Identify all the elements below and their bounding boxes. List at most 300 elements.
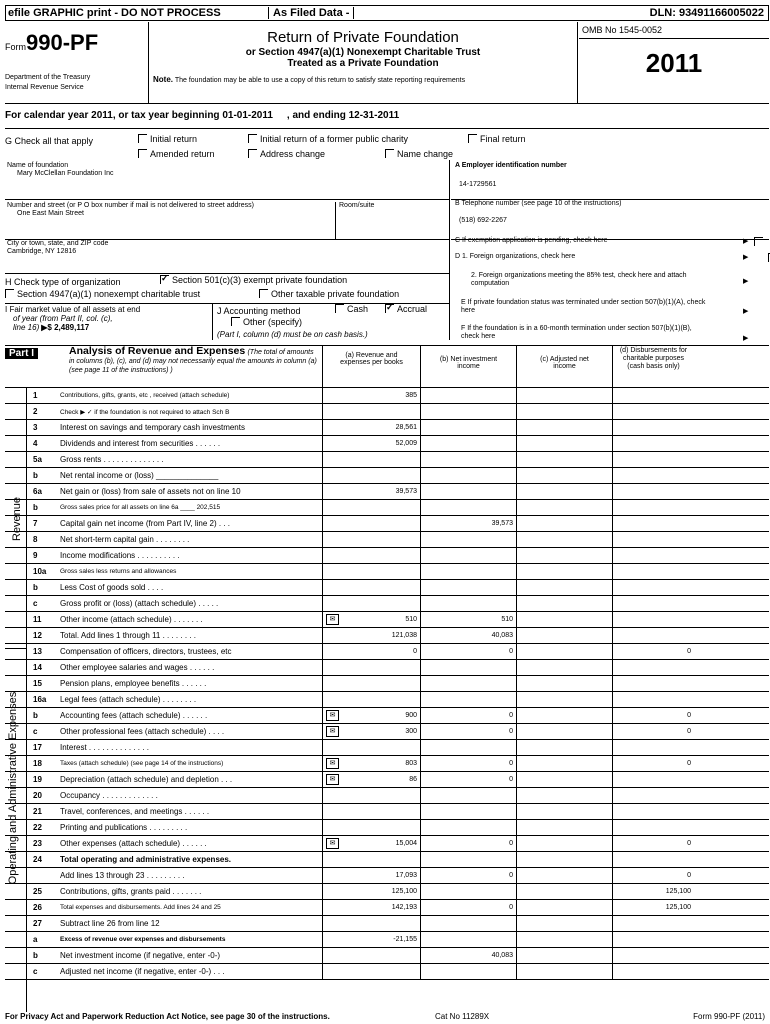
c-arrow-icon: ▶ — [743, 238, 749, 245]
attachment-icon[interactable]: ✉ — [326, 758, 339, 769]
cell-col-c[interactable] — [516, 772, 612, 788]
table-row — [5, 836, 769, 852]
cell-col-c[interactable] — [516, 676, 612, 692]
cash-checkbox[interactable] — [335, 304, 344, 313]
cell-col-b[interactable] — [420, 452, 516, 468]
line-label: Other expenses (attach schedule) . . . . . . — [60, 839, 207, 848]
other-method-checkbox[interactable] — [231, 317, 240, 326]
h-501c3-checkbox[interactable] — [160, 275, 169, 284]
line-number: 2 — [33, 407, 38, 416]
line-number: 27 — [33, 919, 42, 928]
top-bar — [5, 5, 769, 21]
line-label: Add lines 13 through 23 . . . . . . . . . — [60, 871, 185, 880]
cell-col-b[interactable]: 0 — [420, 724, 516, 740]
cell-col-b[interactable]: 0 — [420, 836, 516, 852]
initial-return-checkbox[interactable] — [138, 134, 147, 143]
cat-number: Cat No 11289X — [435, 1012, 490, 1021]
cell-col-a[interactable] — [322, 532, 420, 548]
cell-col-c[interactable] — [516, 788, 612, 804]
cell-col-b[interactable] — [420, 596, 516, 612]
cell-col-a[interactable] — [322, 452, 420, 468]
cell-col-a[interactable] — [322, 404, 420, 420]
phone-value[interactable]: (518) 692-2267 — [459, 217, 507, 224]
cell-col-b[interactable] — [420, 404, 516, 420]
cell-col-c[interactable] — [516, 868, 612, 884]
cell-col-c[interactable] — [516, 660, 612, 676]
line-number: 15 — [33, 679, 42, 688]
cell-col-a[interactable] — [322, 580, 420, 596]
cell-col-d[interactable] — [612, 484, 694, 500]
i-section: I Fair market value of all assets at end of year (from Part II, col. (c), line 16) ▶$ 2,489,117 — [5, 304, 213, 340]
cell-col-c[interactable] — [516, 932, 612, 948]
cell-col-c[interactable] — [516, 916, 612, 932]
line-label: Excess of revenue over expenses and disbursements — [60, 936, 226, 943]
cell-col-d[interactable] — [612, 740, 694, 756]
street-value[interactable]: One East Main Street — [17, 210, 84, 217]
table-row — [5, 724, 769, 740]
cell-col-a[interactable] — [322, 660, 420, 676]
cell-col-d[interactable] — [612, 548, 694, 564]
cell-col-d[interactable] — [612, 532, 694, 548]
table-row — [5, 564, 769, 580]
line-label: Compensation of officers, directors, trustees, etc — [60, 647, 232, 656]
cell-col-b[interactable] — [420, 436, 516, 452]
cell-col-a[interactable]: 121,038 — [322, 628, 420, 644]
line-number: 11 — [33, 615, 42, 624]
line-label: Adjusted net income (if negative, enter -0-) . . . — [60, 967, 225, 976]
cell-col-d[interactable]: 0 — [612, 756, 694, 772]
table-row — [5, 964, 769, 980]
cell-col-c[interactable] — [516, 452, 612, 468]
cell-col-b[interactable]: 40,083 — [420, 628, 516, 644]
line-number: 16a — [33, 695, 47, 704]
line-number: b — [33, 951, 38, 960]
cell-col-a[interactable]: 28,561 — [322, 420, 420, 436]
cell-col-b[interactable] — [420, 916, 516, 932]
cell-col-b[interactable]: 0 — [420, 900, 516, 916]
table-row — [5, 852, 769, 868]
cell-col-b[interactable]: 510 — [420, 612, 516, 628]
line-label: Other employee salaries and wages . . . . . . — [60, 663, 215, 672]
line-number: 7 — [33, 519, 38, 528]
line-number: 20 — [33, 791, 42, 800]
cell-col-c[interactable] — [516, 596, 612, 612]
expenses-side-label: Operating and Administrative Expenses — [7, 691, 19, 885]
cell-col-a[interactable] — [322, 916, 420, 932]
line-number: 22 — [33, 823, 42, 832]
cell-col-c[interactable] — [516, 564, 612, 580]
line-number: 3 — [33, 423, 38, 432]
department: Department of the Treasury Internal Revenue Service — [5, 74, 91, 91]
line-label: Total. Add lines 1 through 11 . . . . . . . . — [60, 631, 196, 640]
cell-col-b[interactable]: 0 — [420, 868, 516, 884]
tax-year: 2011 — [645, 48, 703, 78]
cell-col-d[interactable] — [612, 692, 694, 708]
line-label: Interest on savings and temporary cash investments — [60, 423, 245, 432]
cell-col-c[interactable] — [516, 516, 612, 532]
d1-arrow-icon: ▶ — [743, 254, 749, 261]
cell-col-d[interactable] — [612, 612, 694, 628]
table-row — [5, 388, 769, 404]
line-number: b — [33, 583, 38, 592]
table-row — [5, 500, 769, 516]
cell-col-a[interactable]: 510 — [322, 612, 420, 628]
table-row — [5, 484, 769, 500]
cell-col-a[interactable]: 86 — [322, 772, 420, 788]
line-number: 25 — [33, 887, 42, 896]
foundation-name[interactable]: Mary McClellan Foundation Inc — [17, 170, 114, 177]
form-header — [5, 22, 769, 104]
cell-col-a[interactable] — [322, 804, 420, 820]
cell-col-d[interactable] — [612, 516, 694, 532]
table-row — [5, 756, 769, 772]
cell-col-b[interactable]: 0 — [420, 644, 516, 660]
cell-col-d[interactable]: 125,100 — [612, 900, 694, 916]
line-number: 8 — [33, 535, 38, 544]
table-row — [5, 580, 769, 596]
cell-col-d[interactable] — [612, 564, 694, 580]
calendar-line: For calendar year 2011, or tax year beginning 01-01-2011 , and ending 12-31-2011 — [5, 110, 400, 121]
cell-col-a[interactable]: 803 — [322, 756, 420, 772]
table-row — [5, 420, 769, 436]
cell-col-b[interactable] — [420, 388, 516, 404]
line-number: b — [33, 471, 38, 480]
cell-col-a[interactable] — [322, 500, 420, 516]
cell-col-d[interactable]: 0 — [612, 868, 694, 884]
line-number: a — [33, 935, 38, 944]
cell-col-b[interactable] — [420, 532, 516, 548]
cell-col-c[interactable] — [516, 420, 612, 436]
cell-col-b[interactable] — [420, 884, 516, 900]
cell-col-a[interactable] — [322, 596, 420, 612]
cell-col-a[interactable]: 142,193 — [322, 900, 420, 916]
cell-col-c[interactable] — [516, 948, 612, 964]
cell-col-c[interactable] — [516, 708, 612, 724]
phone-label: B Telephone number (see page 10 of the instructions) — [455, 200, 622, 207]
filed-label: As Filed Data - — [268, 7, 354, 19]
line-label: Contributions, gifts, grants, etc , received (attach schedule) — [60, 392, 230, 399]
cell-col-c[interactable] — [516, 548, 612, 564]
col-c-header: (c) Adjusted net income — [516, 346, 612, 388]
cell-col-d[interactable] — [612, 420, 694, 436]
cell-col-d[interactable]: 0 — [612, 644, 694, 660]
cell-col-b[interactable] — [420, 692, 516, 708]
line-number: 21 — [33, 807, 42, 816]
line-label: Gross profit or (loss) (attach schedule) . . . . . — [60, 599, 219, 608]
h-4947-checkbox[interactable] — [5, 289, 14, 298]
cell-col-d[interactable]: 0 — [612, 724, 694, 740]
cell-col-d[interactable] — [612, 452, 694, 468]
line-label: Other income (attach schedule) . . . . . . . — [60, 615, 203, 624]
cell-col-b[interactable]: 0 — [420, 772, 516, 788]
cell-col-c[interactable] — [516, 612, 612, 628]
line-number: 24 — [33, 855, 42, 864]
cell-col-d[interactable] — [612, 788, 694, 804]
line-label: Total operating and administrative expenses. — [60, 855, 232, 864]
cell-col-d[interactable] — [612, 820, 694, 836]
note-label: Note. — [153, 75, 173, 84]
cell-col-c[interactable] — [516, 484, 612, 500]
table-row — [5, 916, 769, 932]
form-number: 990-PF — [26, 30, 99, 55]
attachment-icon[interactable]: ✉ — [326, 774, 339, 785]
line-label: Accounting fees (attach schedule) . . . . . . — [60, 711, 208, 720]
table-row — [5, 436, 769, 452]
cell-col-b[interactable] — [420, 500, 516, 516]
cell-col-c[interactable] — [516, 900, 612, 916]
line-label: Interest . . . . . . . . . . . . . . — [60, 743, 149, 752]
line-label: Gross sales less returns and allowances — [60, 568, 177, 575]
cell-col-c[interactable] — [516, 964, 612, 980]
cell-col-d[interactable] — [612, 804, 694, 820]
part1-title: Analysis of Revenue and Expenses — [69, 345, 246, 357]
j-section: J Accounting method Cash ✓ Accrual Other (specify) (Part I, column (d) must be on cash basis.) — [213, 304, 450, 340]
cell-col-a[interactable]: 17,093 — [322, 868, 420, 884]
privacy-notice: For Privacy Act and Paperwork Reduction Act Notice, see page 30 of the instructions. — [5, 1012, 330, 1021]
cell-col-c[interactable] — [516, 724, 612, 740]
cell-col-c[interactable] — [516, 500, 612, 516]
cell-col-a[interactable] — [322, 692, 420, 708]
cell-col-c[interactable] — [516, 468, 612, 484]
cell-col-d[interactable] — [612, 500, 694, 516]
line-number: 9 — [33, 551, 38, 560]
name-change-checkbox[interactable] — [385, 149, 394, 158]
table-row — [5, 948, 769, 964]
line-label: Travel, conferences, and meetings . . . . . . — [60, 807, 210, 816]
d1-label: D 1. Foreign organizations, check here — [455, 253, 576, 260]
table-row — [5, 692, 769, 708]
col-b-header: (b) Net investment income — [420, 346, 516, 388]
line-label: Printing and publications . . . . . . . . . — [60, 823, 188, 832]
table-row — [5, 884, 769, 900]
table-row — [5, 612, 769, 628]
cell-col-b[interactable]: 39,573 — [420, 516, 516, 532]
foundation-info — [5, 160, 769, 350]
cell-col-a[interactable] — [322, 740, 420, 756]
attachment-icon[interactable]: ✉ — [326, 726, 339, 737]
cell-col-a[interactable] — [322, 964, 420, 980]
line-number: 6a — [33, 487, 42, 496]
table-row — [5, 820, 769, 836]
part1-hint: (The total of amounts in columns (b), (c), and (d) may not necessarily equal the amounts in column (a) (see page 11 of the instructions) ) — [69, 349, 317, 374]
cell-col-d[interactable] — [612, 404, 694, 420]
cell-col-a[interactable] — [322, 468, 420, 484]
cell-col-b[interactable] — [420, 788, 516, 804]
table-row — [5, 548, 769, 564]
line-number: c — [33, 967, 38, 976]
cell-col-d[interactable] — [612, 772, 694, 788]
table-row — [5, 740, 769, 756]
table-row — [5, 452, 769, 468]
cell-col-c[interactable] — [516, 388, 612, 404]
line-label: Net investment income (if negative, enter -0-) — [60, 951, 221, 960]
line-number: 5a — [33, 455, 42, 464]
cell-col-a[interactable]: 39,573 — [322, 484, 420, 500]
cell-col-a[interactable] — [322, 564, 420, 580]
cell-col-b[interactable] — [420, 484, 516, 500]
cell-col-c[interactable] — [516, 820, 612, 836]
cell-col-d[interactable] — [612, 596, 694, 612]
table-row — [5, 868, 769, 884]
cell-col-b[interactable] — [420, 820, 516, 836]
c-label: C If exemption application is pending, check here — [455, 237, 608, 244]
line-label: Occupancy . . . . . . . . . . . . . — [60, 791, 158, 800]
line-number: 13 — [33, 647, 42, 656]
footer — [5, 1012, 769, 1024]
cell-col-d[interactable] — [612, 676, 694, 692]
omb-number: OMB No 1545-0052 — [579, 25, 769, 39]
attachment-icon[interactable]: ✉ — [326, 614, 339, 625]
cell-col-d[interactable] — [612, 436, 694, 452]
line-label: Taxes (attach schedule) (see page 14 of the instructions) — [60, 760, 224, 767]
form-title: Return of Private Foundation — [267, 29, 459, 46]
cell-col-b[interactable] — [420, 740, 516, 756]
cell-col-c[interactable] — [516, 852, 612, 868]
cell-col-c[interactable] — [516, 532, 612, 548]
cell-col-c[interactable] — [516, 628, 612, 644]
cell-col-c[interactable] — [516, 404, 612, 420]
accrual-checkbox[interactable] — [385, 304, 394, 313]
line-number: 10a — [33, 567, 47, 576]
address-change-checkbox[interactable] — [248, 149, 257, 158]
city-value[interactable]: Cambridge, NY 12816 — [7, 248, 77, 255]
line-number: b — [33, 503, 38, 512]
cell-col-c[interactable] — [516, 804, 612, 820]
cell-col-b[interactable] — [420, 580, 516, 596]
cell-col-d[interactable]: 0 — [612, 836, 694, 852]
table-row — [5, 772, 769, 788]
cell-col-d[interactable] — [612, 964, 694, 980]
cell-col-a[interactable] — [322, 516, 420, 532]
final-return-checkbox[interactable] — [468, 134, 477, 143]
foundation-name-label: Name of foundation — [7, 162, 69, 169]
line-label: Less Cost of goods sold . . . . — [60, 583, 164, 592]
table-row — [5, 516, 769, 532]
fmv-value[interactable]: ▶$ 2,489,117 — [41, 323, 90, 332]
cell-col-a[interactable] — [322, 820, 420, 836]
cell-col-d[interactable] — [612, 932, 694, 948]
cell-col-a[interactable]: 15,004 — [322, 836, 420, 852]
attachment-icon[interactable]: ✉ — [326, 838, 339, 849]
f-arrow-icon: ▶ — [743, 335, 749, 342]
c-checkbox[interactable] — [754, 237, 763, 246]
cell-col-b[interactable]: 0 — [420, 756, 516, 772]
cell-col-a[interactable]: 0 — [322, 644, 420, 660]
table-row — [5, 932, 769, 948]
city-label: City or town, state, and ZIP code — [7, 240, 109, 247]
cell-col-b[interactable] — [420, 660, 516, 676]
ein-label: A Employer identification number — [455, 162, 567, 169]
cell-col-c[interactable] — [516, 740, 612, 756]
ein-value[interactable]: 14-1729561 — [459, 181, 497, 188]
e-arrow-icon: ▶ — [743, 308, 749, 315]
table-row — [5, 708, 769, 724]
cell-col-c[interactable] — [516, 436, 612, 452]
cell-col-c[interactable] — [516, 884, 612, 900]
line-number: 19 — [33, 775, 42, 784]
cell-col-c[interactable] — [516, 836, 612, 852]
amended-return-checkbox[interactable] — [138, 149, 147, 158]
table-row — [5, 532, 769, 548]
cell-col-c[interactable] — [516, 580, 612, 596]
cell-col-a[interactable] — [322, 676, 420, 692]
line-label: Net short-term capital gain . . . . . . . . — [60, 535, 190, 544]
cell-col-d[interactable] — [612, 580, 694, 596]
initial-return-former-checkbox[interactable] — [248, 134, 257, 143]
cell-col-b[interactable] — [420, 676, 516, 692]
cell-col-b[interactable] — [420, 420, 516, 436]
g-label: G Check all that apply — [5, 136, 94, 146]
line-label: Capital gain net income (from Part IV, line 2) . . . — [60, 519, 231, 528]
cell-col-d[interactable]: 0 — [612, 708, 694, 724]
cell-col-d[interactable] — [612, 468, 694, 484]
cell-col-b[interactable] — [420, 548, 516, 564]
cell-col-b[interactable] — [420, 852, 516, 868]
cell-col-d[interactable]: 125,100 — [612, 884, 694, 900]
cell-col-c[interactable] — [516, 692, 612, 708]
cell-col-a[interactable]: 125,100 — [322, 884, 420, 900]
cell-col-c[interactable] — [516, 756, 612, 772]
form-footer-id: Form 990-PF (2011) — [693, 1012, 765, 1021]
cell-col-c[interactable] — [516, 644, 612, 660]
line-number: 4 — [33, 439, 38, 448]
attachment-icon[interactable]: ✉ — [326, 710, 339, 721]
cell-col-b[interactable]: 0 — [420, 708, 516, 724]
cell-col-b[interactable]: 40,083 — [420, 948, 516, 964]
part1-tag: Part I — [5, 348, 38, 359]
cell-col-b[interactable] — [420, 804, 516, 820]
part1-table — [5, 388, 769, 1012]
cell-col-d[interactable] — [612, 948, 694, 964]
cell-col-a[interactable] — [322, 948, 420, 964]
cell-col-a[interactable]: -21,155 — [322, 932, 420, 948]
col-d-header: (d) Disbursements for charitable purposes (cash basis only) — [612, 346, 694, 388]
line-label: Depreciation (attach schedule) and depletion . . . — [60, 775, 233, 784]
cell-col-d[interactable] — [612, 660, 694, 676]
cell-col-b[interactable] — [420, 468, 516, 484]
table-row — [5, 404, 769, 420]
cell-col-d[interactable] — [612, 916, 694, 932]
cell-col-b[interactable] — [420, 964, 516, 980]
cell-col-a[interactable]: 52,009 — [322, 436, 420, 452]
line-label: Gross rents . . . . . . . . . . . . . . — [60, 455, 164, 464]
cell-col-a[interactable]: 900 — [322, 708, 420, 724]
cell-col-d[interactable] — [612, 628, 694, 644]
h-other-taxable-checkbox[interactable] — [259, 289, 268, 298]
cell-col-b[interactable] — [420, 932, 516, 948]
efile-label: efile GRAPHIC print - DO NOT PROCESS — [8, 7, 221, 19]
table-row — [5, 676, 769, 692]
cell-col-a[interactable] — [322, 852, 420, 868]
form-subtitle-1: or Section 4947(a)(1) Nonexempt Charitable Trust — [245, 47, 481, 58]
note-text: The foundation may be able to use a copy of this return to satisfy state reporting requirements — [174, 77, 466, 84]
line-number: 26 — [33, 903, 42, 912]
cell-col-d[interactable] — [612, 852, 694, 868]
f-label: F If the foundation is in a 60-month termination under section 507(b)(1)(B), check here — [461, 325, 692, 340]
table-row — [5, 900, 769, 916]
form-prefix: Form — [5, 42, 26, 52]
line-label: Other professional fees (attach schedule) . . . . — [60, 727, 225, 736]
d2-label: 2. Foreign organizations meeting the 85% test, check here and attach computation — [471, 272, 687, 287]
cell-col-d[interactable] — [612, 388, 694, 404]
line-label: Income modifications . . . . . . . . . . — [60, 551, 180, 560]
cell-col-a[interactable]: 300 — [322, 724, 420, 740]
cell-col-a[interactable] — [322, 788, 420, 804]
street-label: Number and street (or P O box number if mail is not delivered to street address) — [7, 202, 254, 209]
cell-col-a[interactable] — [322, 548, 420, 564]
cell-col-b[interactable] — [420, 564, 516, 580]
cell-col-a[interactable]: 385 — [322, 388, 420, 404]
